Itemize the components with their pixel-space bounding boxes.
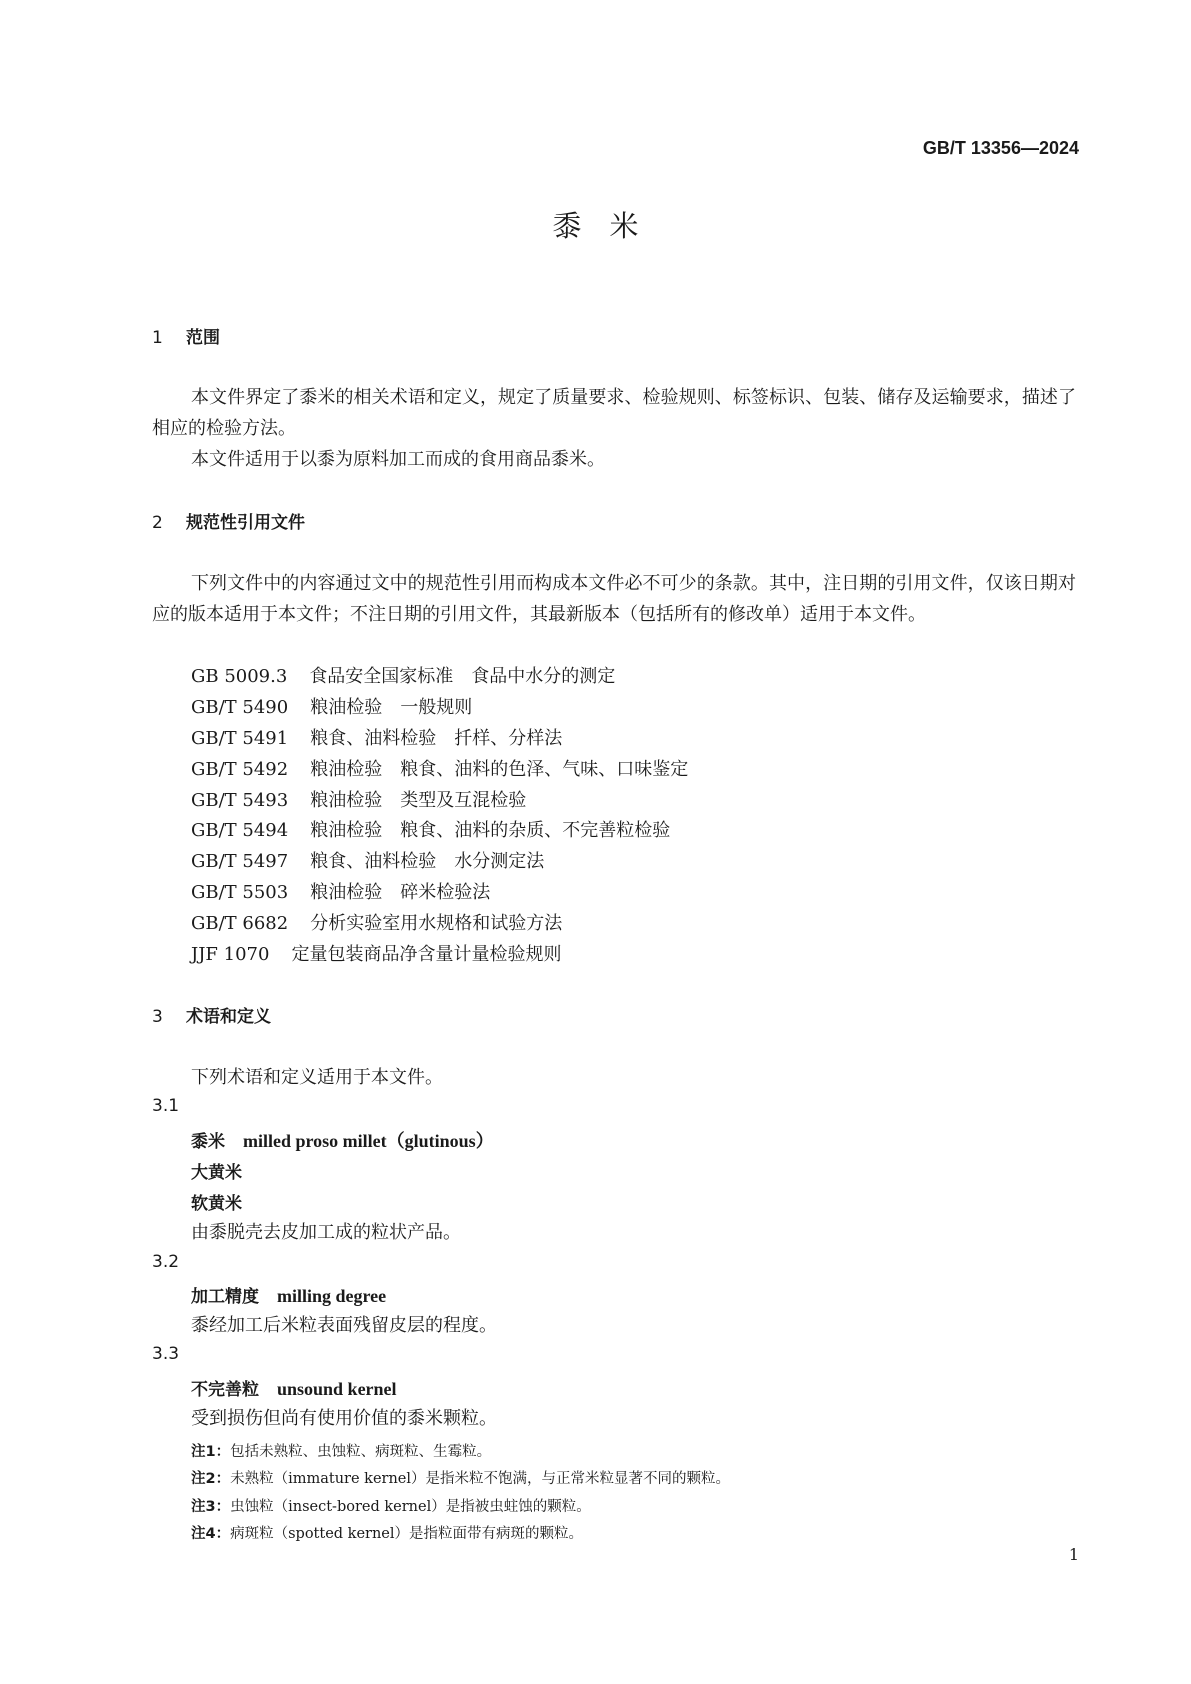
reference-title: 粮油检验 粮食、油料的色泽、气味、口味鉴定: [310, 759, 689, 780]
note: [191, 1440, 491, 1461]
reference-title: 粮油检验 一般规则: [310, 697, 473, 718]
section-title: 规范性引用文件: [186, 513, 305, 533]
note-label: 注1：: [191, 1444, 231, 1460]
reference-code: GB/T 5493: [191, 790, 289, 811]
section-heading-normative-references: [152, 508, 305, 533]
reference-code: GB/T 5492: [191, 759, 289, 780]
reference-title: 粮油检验 类型及互混检验: [310, 790, 527, 811]
reference-item: [191, 908, 562, 939]
term-zh: 加工精度: [191, 1287, 259, 1307]
term-en: unsound kernel: [277, 1379, 397, 1399]
note: [191, 1522, 583, 1543]
note-text: 病斑粒（spotted kernel）是指粒面带有病斑的颗粒。: [230, 1526, 584, 1542]
section-heading-scope: [152, 323, 220, 348]
term-number: 3.3: [152, 1344, 180, 1364]
section-title: 术语和定义: [186, 1007, 271, 1027]
term-zh: 黍米: [191, 1132, 225, 1152]
note-text: 未熟粒（immature kernel）是指米粒不饱满，与正常米粒显著不同的颗粒。: [230, 1471, 731, 1487]
section-number: 2: [152, 513, 163, 533]
term-definition: 黍经加工后米粒表面残留皮层的程度。: [191, 1315, 497, 1336]
reference-code: JJF 1070: [191, 944, 270, 965]
reference-title: 粮食、油料检验 水分测定法: [310, 851, 545, 872]
reference-code: GB/T 5494: [191, 820, 289, 841]
reference-item: [191, 815, 670, 846]
page-number: 1: [1068, 1545, 1079, 1564]
term-alternative: 大黄米: [191, 1163, 242, 1183]
note-label: 注3：: [191, 1499, 231, 1515]
term-heading: [191, 1375, 397, 1400]
references-intro: 下列文件中的内容通过文中的规范性引用而构成本文件必不可少的条款。其中，注日期的引用文件，仅该日期对应的版本适用于本文件；不注日期的引用文件，其最新版本（包括所有的修改单）适用于本文件。: [152, 573, 1076, 625]
reference-title: 食品安全国家标准 食品中水分的测定: [309, 666, 616, 687]
note-label: 注2：: [191, 1471, 231, 1487]
section-number: 1: [152, 328, 163, 348]
reference-title: 定量包装商品净含量计量检验规则: [291, 944, 562, 965]
reference-code: GB/T 5497: [191, 851, 289, 872]
term-en: milling degree: [277, 1286, 387, 1306]
term-number: 3.2: [152, 1252, 180, 1272]
reference-item: [191, 939, 561, 970]
note: [191, 1495, 591, 1516]
section-heading-terms: [152, 1002, 271, 1027]
scope-paragraph-2: 本文件适用于以黍为原料加工而成的食用商品黍米。: [191, 449, 605, 470]
reference-item: [191, 661, 615, 692]
reference-code: GB/T 6682: [191, 913, 289, 934]
reference-code: GB/T 5503: [191, 882, 289, 903]
reference-title: 粮油检验 粮食、油料的杂质、不完善粒检验: [310, 820, 671, 841]
reference-item: [191, 785, 526, 816]
reference-title: 分析实验室用水规格和试验方法: [310, 913, 563, 934]
term-heading: [191, 1282, 386, 1307]
term-definition: 由黍脱壳去皮加工成的粒状产品。: [191, 1222, 461, 1243]
terms-intro: 下列术语和定义适用于本文件。: [191, 1067, 443, 1088]
term-heading: [191, 1127, 494, 1153]
term-zh: 不完善粒: [191, 1380, 259, 1400]
scope-paragraph-1: 本文件界定了黍米的相关术语和定义，规定了质量要求、检验规则、标签标识、包装、储存及运输要求，描述了相应的检验方法。: [152, 387, 1076, 439]
reference-code: GB/T 5491: [191, 728, 289, 749]
reference-item: [191, 846, 544, 877]
reference-title: 粮油检验 碎米检验法: [310, 882, 491, 903]
note-text: 虫蚀粒（insect-bored kernel）是指被虫蛀蚀的颗粒。: [230, 1499, 591, 1515]
note: [191, 1467, 730, 1488]
section-title: 范围: [186, 328, 220, 348]
reference-item: [191, 692, 472, 723]
reference-code: GB 5009.3: [191, 666, 288, 687]
document-title: 黍米: [552, 209, 667, 243]
standard-code: GB/T 13356—2024: [922, 138, 1079, 158]
term-en: milled proso millet（glutinous）: [243, 1131, 494, 1151]
reference-item: [191, 723, 562, 754]
reference-title: 粮食、油料检验 扦样、分样法: [310, 728, 563, 749]
term-definition: 受到损伤但尚有使用价值的黍米颗粒。: [191, 1408, 497, 1429]
reference-code: GB/T 5490: [191, 697, 289, 718]
reference-item: [191, 877, 490, 908]
note-text: 包括未熟粒、虫蚀粒、病斑粒、生霉粒。: [230, 1444, 492, 1460]
term-number: 3.1: [152, 1096, 180, 1116]
term-alternative: 软黄米: [191, 1194, 242, 1214]
reference-item: [191, 754, 688, 785]
section-number: 3: [152, 1007, 163, 1027]
note-label: 注4：: [191, 1526, 231, 1542]
